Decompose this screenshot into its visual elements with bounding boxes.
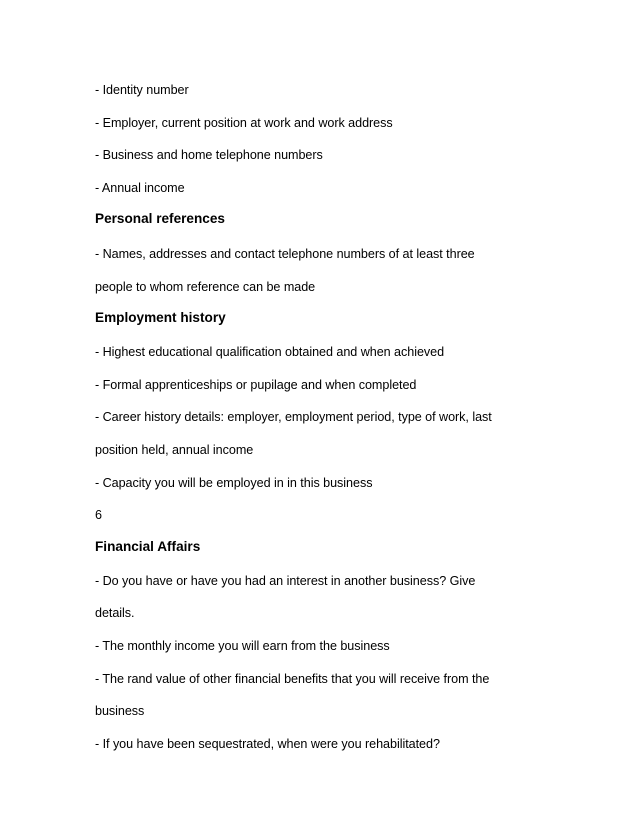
- heading-employment-history: Employment history: [95, 310, 226, 325]
- heading-personal-references: Personal references: [95, 211, 225, 226]
- list-item-annual-income: - Annual income: [95, 181, 185, 195]
- paragraph-line: business: [95, 704, 145, 718]
- list-item-identity-number: - Identity number: [95, 83, 189, 97]
- paragraph-line: - Formal apprenticeships or pupilage and when completed: [95, 378, 417, 392]
- list-item-employer: - Employer, current position at work and work address: [95, 116, 393, 130]
- paragraph-line: people to whom reference can be made: [95, 280, 316, 294]
- list-item-telephone-numbers: - Business and home telephone numbers: [95, 148, 323, 162]
- paragraph-line: - Highest educational qualification obtained and when achieved: [95, 345, 445, 359]
- paragraph-line: details.: [95, 606, 135, 620]
- paragraph-line: - Career history details: employer, employment period, type of work, last: [95, 410, 492, 424]
- paragraph-line: - Names, addresses and contact telephone numbers of at least three: [95, 247, 475, 261]
- paragraph-line: position held, annual income: [95, 443, 254, 457]
- paragraph-line: - If you have been sequestrated, when were you rehabilitated?: [95, 737, 440, 751]
- paragraph-line: - Capacity you will be employed in in this business: [95, 476, 373, 490]
- paragraph-line: - Do you have or have you had an interest in another business? Give: [95, 574, 476, 588]
- heading-financial-affairs: Financial Affairs: [95, 539, 201, 554]
- paragraph-line: - The rand value of other financial benefits that you will receive from the: [95, 672, 490, 686]
- paragraph-line: - The monthly income you will earn from the business: [95, 639, 390, 653]
- page-number: 6: [95, 508, 102, 522]
